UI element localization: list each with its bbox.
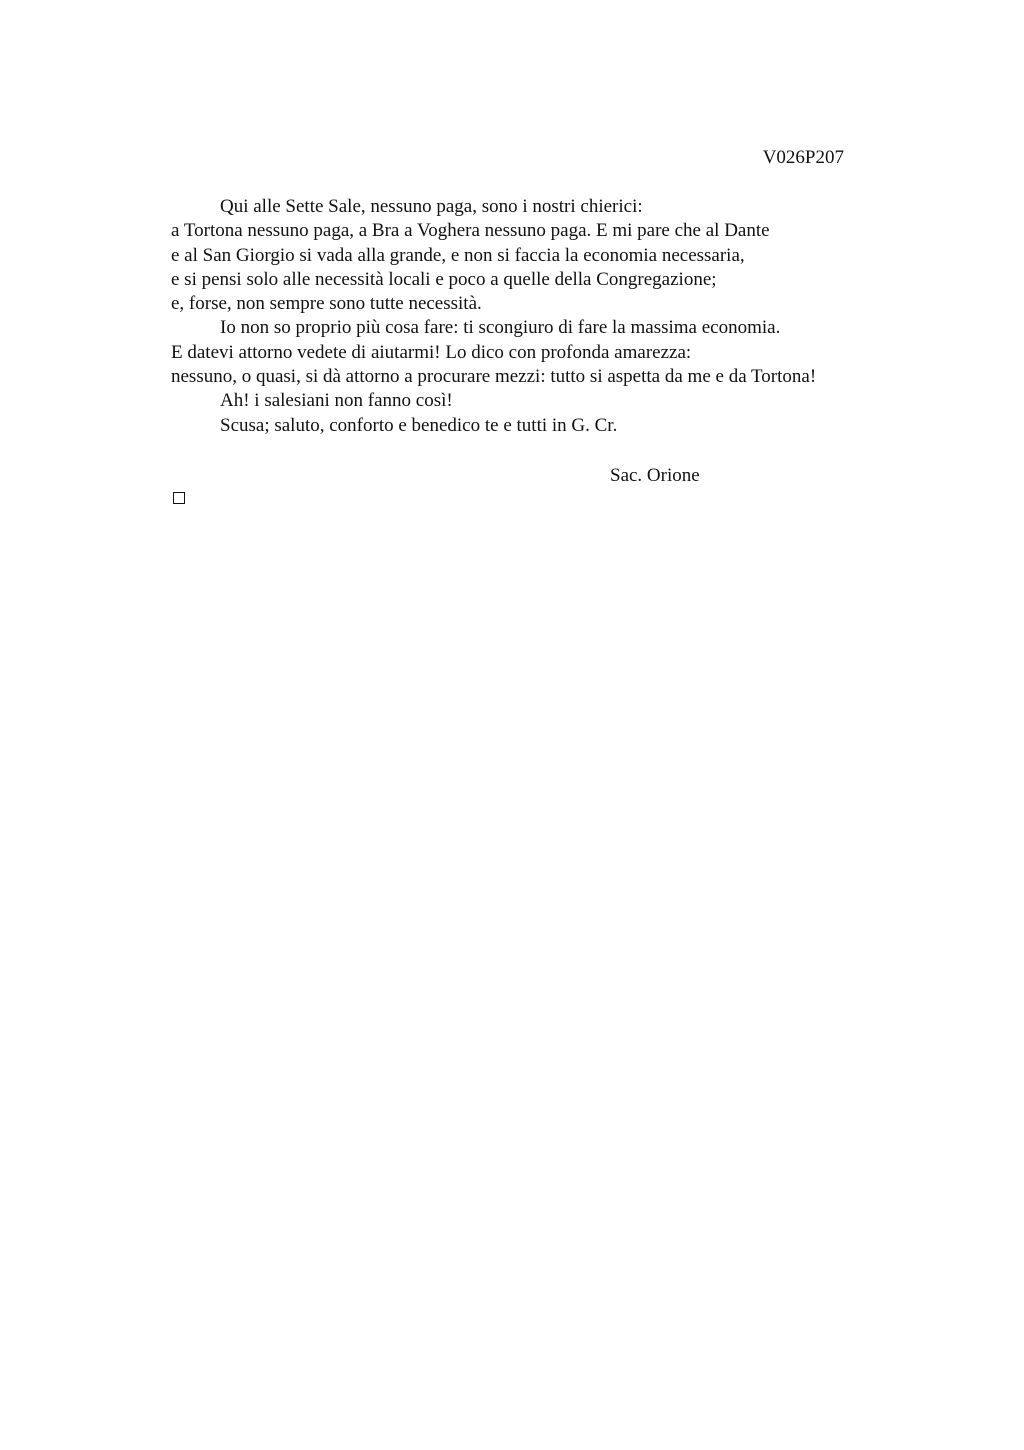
letter-line: a Tortona nessuno paga, a Bra a Voghera nessuno paga. E mi pare che al Dante bbox=[171, 220, 770, 242]
square-outline-icon bbox=[173, 492, 185, 504]
page-identifier: V026P207 bbox=[762, 147, 844, 168]
letter-line: E datevi attorno vedete di aiutarmi! Lo dico con profonda amarezza: bbox=[171, 341, 692, 363]
letter-body bbox=[171, 195, 891, 438]
letter-line: e, forse, non sempre sono tutte necessità. bbox=[171, 293, 482, 315]
letter-line: e al San Giorgio si vada alla grande, e non si faccia la economia necessaria, bbox=[171, 244, 745, 266]
letter-line: Qui alle Sette Sale, nessuno paga, sono i nostri chierici: bbox=[220, 196, 643, 217]
letter-line: nessuno, o quasi, si dà attorno a procurare mezzi: tutto si aspetta da me e da Tortona! bbox=[171, 366, 817, 388]
letter-line: e si pensi solo alle necessità locali e poco a quelle della Congregazione; bbox=[171, 268, 717, 290]
letter-line: Io non so proprio più cosa fare: ti scongiuro di fare la massima economia. bbox=[220, 317, 781, 339]
letter-line: Scusa; saluto, conforto e benedico te e tutti in G. Cr. bbox=[220, 414, 618, 436]
letter-line: Ah! i salesiani non fanno così! bbox=[220, 390, 453, 412]
signature: Sac. Orione bbox=[610, 465, 700, 486]
